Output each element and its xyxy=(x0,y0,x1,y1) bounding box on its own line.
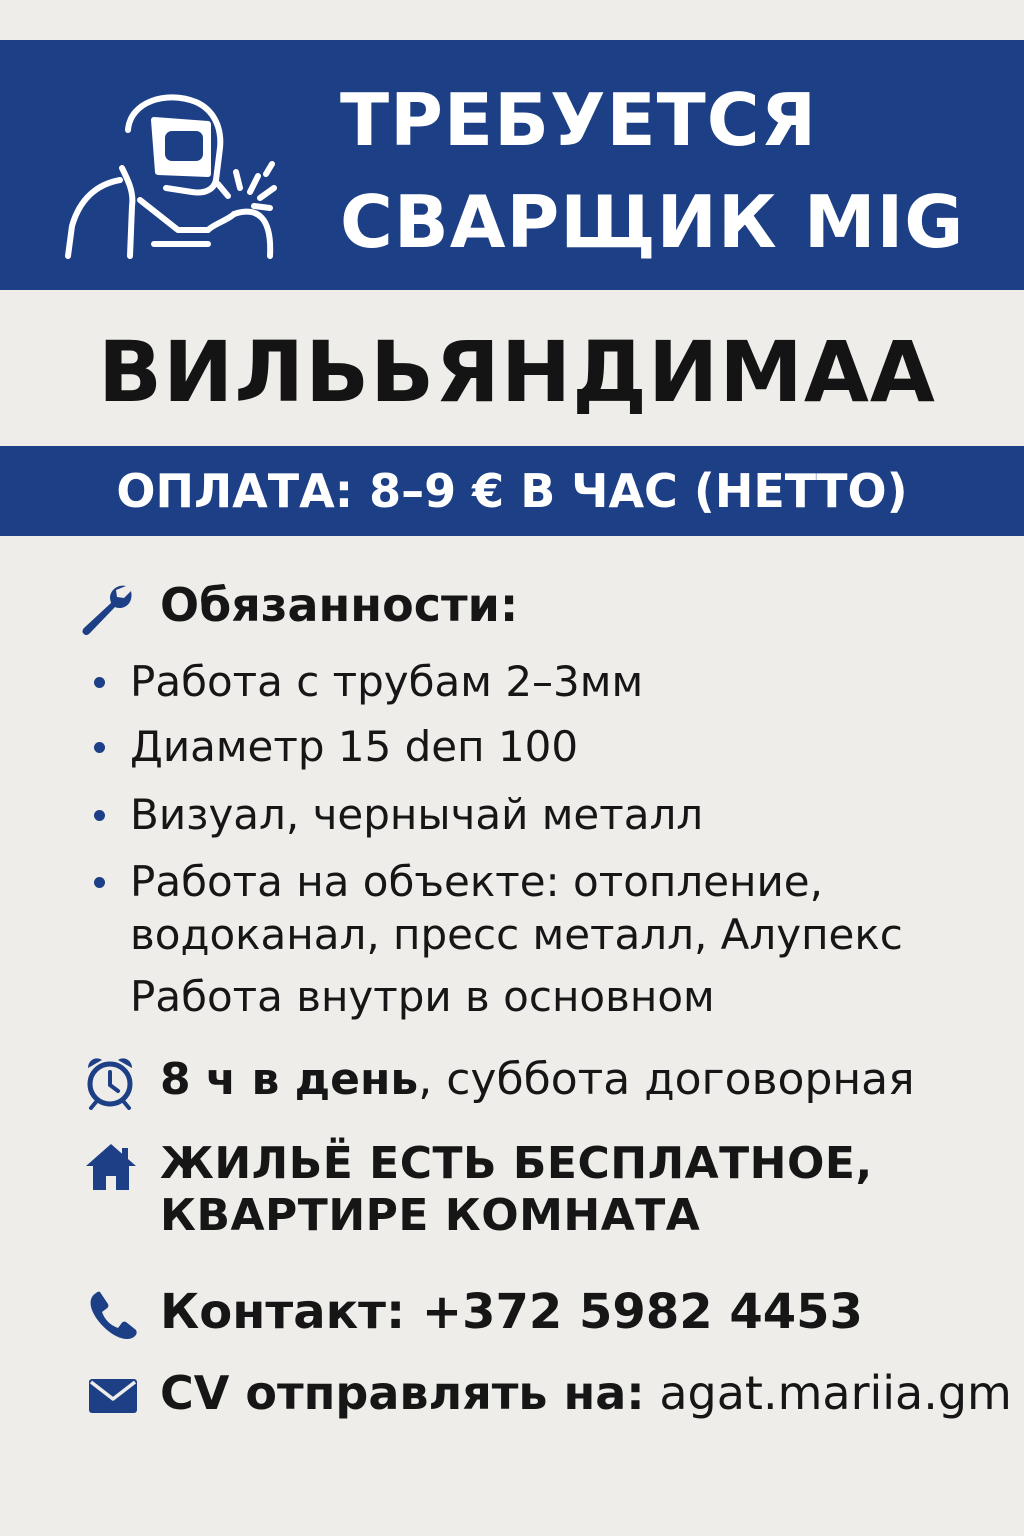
duty-item-continuation: водоканал, пресс металл, Алупекс xyxy=(130,910,903,959)
cv-email[interactable] xyxy=(160,1366,1012,1421)
location-heading: ВИЛЬЬЯНДИМАА xyxy=(98,323,936,421)
work-hours-note: , суббота договорная xyxy=(418,1054,915,1105)
work-hours xyxy=(160,1054,915,1107)
housing-line1: ЖИЛЬЁ ЕСТЬ БЕСПЛАТНОЕ, xyxy=(160,1138,873,1189)
job-title-line2: СВАРЩИК MIG xyxy=(340,180,965,264)
duty-item: Визуал, чернычай металл xyxy=(130,790,704,839)
bullet-marker xyxy=(94,742,105,753)
duties-heading: Обязанности: xyxy=(160,578,519,632)
housing-line2: КВАРТИРЕ КОМНАТА xyxy=(160,1190,701,1241)
bullet-marker xyxy=(94,810,105,821)
envelope-icon xyxy=(88,1378,138,1414)
pay-banner xyxy=(0,446,1024,536)
wrench-icon xyxy=(80,582,134,636)
contact-phone[interactable]: Контакт: +372 5982 4453 xyxy=(160,1284,863,1340)
alarm-clock-icon xyxy=(84,1054,136,1110)
welder-icon xyxy=(58,80,302,260)
duty-item-note: Работа внутри в основном xyxy=(130,972,715,1021)
house-icon xyxy=(84,1142,138,1192)
cv-email-address[interactable]: agat.mariia.gm xyxy=(644,1366,1012,1420)
phone-icon xyxy=(88,1290,138,1340)
duty-item: Диаметр 15 deп 100 xyxy=(130,722,579,771)
pay-text: ОПЛАТА: 8–9 € В ЧАС (НЕТТО) xyxy=(116,464,908,518)
bullet-marker xyxy=(94,677,105,688)
cv-label: CV отправлять на: xyxy=(160,1366,645,1420)
bullet-marker xyxy=(94,877,105,888)
work-hours-value: 8 ч в день xyxy=(160,1054,419,1105)
duty-item: Работа на объекте: отопление, xyxy=(130,857,823,906)
job-title-line1: ТРЕБУЕТСЯ xyxy=(340,78,818,162)
duty-item: Работа с трубам 2–3мм xyxy=(130,657,644,706)
